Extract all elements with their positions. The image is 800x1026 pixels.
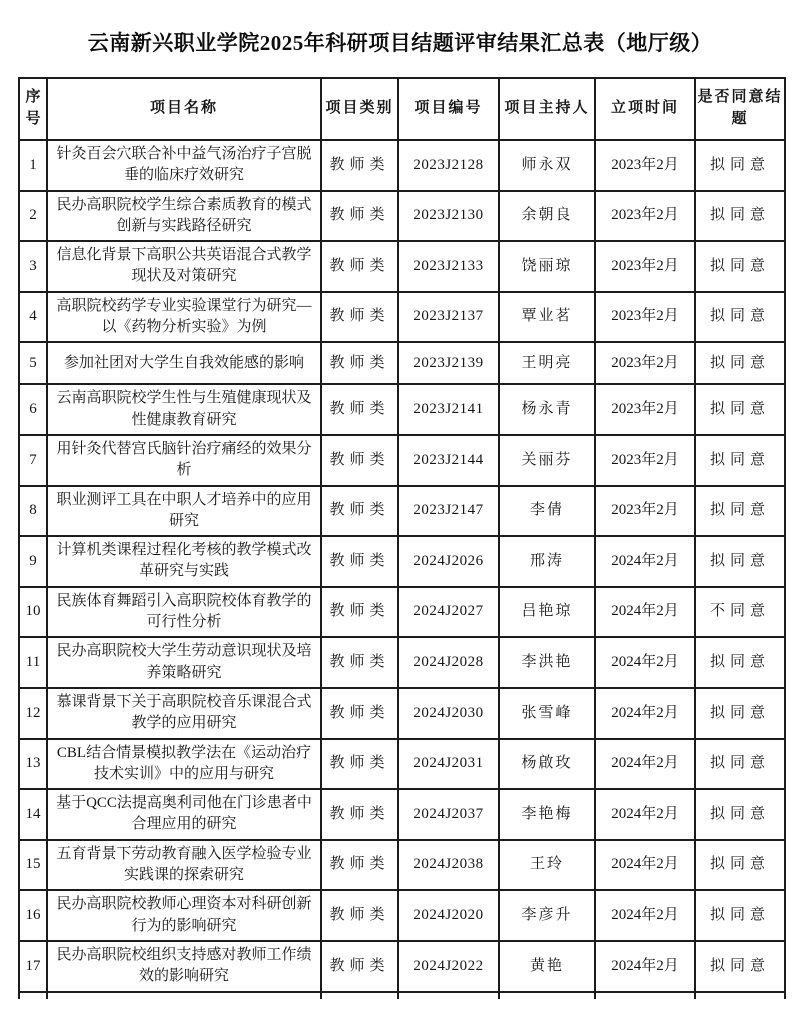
cell-approval-result: 拟同意 [695, 486, 785, 537]
cell-project-code: 2024J2037 [398, 789, 499, 840]
cell-project-leader: 李彦升 [499, 890, 595, 941]
cell-project-code: 2024J2031 [398, 739, 499, 790]
cell-index: 2 [19, 191, 47, 242]
cell-start-date: 2024年2月 [595, 536, 695, 587]
cell-index: 15 [19, 840, 47, 891]
cell-project-category: 教师类 [321, 587, 398, 638]
cell-project-leader: 邢涛 [499, 536, 595, 587]
table-row [19, 435, 785, 486]
table-continuation-stub [47, 992, 321, 999]
table-row [19, 941, 785, 992]
cell-project-category: 教师类 [321, 840, 398, 891]
header-project-category: 项目类别 [321, 78, 398, 140]
cell-index: 3 [19, 241, 47, 292]
cell-project-category: 教师类 [321, 140, 398, 191]
table-header [19, 78, 785, 140]
cell-project-name: 民办高职院校教师心理资本对科研创新行为的影响研究 [47, 890, 321, 941]
cell-project-name: CBL结合情景模拟教学法在《运动治疗技术实训》中的应用与研究 [47, 739, 321, 790]
cell-project-code: 2023J2147 [398, 486, 499, 537]
table-continuation-stub [321, 992, 398, 999]
cell-project-name: 信息化背景下高职公共英语混合式教学现状及对策研究 [47, 241, 321, 292]
cell-index: 4 [19, 292, 47, 343]
table-continuation-stub [695, 992, 785, 999]
table-row [19, 241, 785, 292]
cell-project-code: 2024J2027 [398, 587, 499, 638]
cell-project-name: 民办高职院校大学生劳动意识现状及培养策略研究 [47, 637, 321, 688]
table-row [19, 587, 785, 638]
cell-start-date: 2024年2月 [595, 637, 695, 688]
cell-project-leader: 饶丽琼 [499, 241, 595, 292]
cell-project-category: 教师类 [321, 384, 398, 435]
cell-project-category: 教师类 [321, 435, 398, 486]
cell-start-date: 2024年2月 [595, 941, 695, 992]
cell-project-leader: 黄艳 [499, 941, 595, 992]
cell-index: 16 [19, 890, 47, 941]
cell-project-code: 2023J2137 [398, 292, 499, 343]
table-row [19, 486, 785, 537]
table-row [19, 637, 785, 688]
table-continuation-stub [19, 992, 47, 999]
cell-start-date: 2024年2月 [595, 840, 695, 891]
cell-start-date: 2023年2月 [595, 384, 695, 435]
cell-approval-result: 拟同意 [695, 840, 785, 891]
cell-approval-result: 拟同意 [695, 536, 785, 587]
table-continuation-stubs [19, 992, 785, 999]
cell-project-name: 慕课背景下关于高职院校音乐课混合式教学的应用研究 [47, 688, 321, 739]
cell-project-leader: 张雪峰 [499, 688, 595, 739]
cell-project-name: 用针灸代替宫氏脑针治疗痛经的效果分析 [47, 435, 321, 486]
cell-index: 8 [19, 486, 47, 537]
cell-project-code: 2023J2128 [398, 140, 499, 191]
cell-project-name: 民办高职院校学生综合素质教育的模式创新与实践路径研究 [47, 191, 321, 242]
cell-start-date: 2023年2月 [595, 191, 695, 242]
table-row [19, 688, 785, 739]
cell-index: 10 [19, 587, 47, 638]
cell-project-name: 参加社团对大学生自我效能感的影响 [47, 342, 321, 384]
header-row [19, 78, 785, 140]
header-project-name: 项目名称 [47, 78, 321, 140]
cell-project-name: 针灸百会穴联合补中益气汤治疗子宫脱垂的临床疗效研究 [47, 140, 321, 191]
cell-start-date: 2024年2月 [595, 587, 695, 638]
cell-approval-result: 拟同意 [695, 789, 785, 840]
cell-project-leader: 覃业茗 [499, 292, 595, 343]
cell-project-name: 五育背景下劳动教育融入医学检验专业实践课的探索研究 [47, 840, 321, 891]
table-continuation-stub [398, 992, 499, 999]
cell-project-category: 教师类 [321, 890, 398, 941]
cell-project-code: 2023J2144 [398, 435, 499, 486]
cell-index: 7 [19, 435, 47, 486]
table-row [19, 292, 785, 343]
cell-project-code: 2024J2038 [398, 840, 499, 891]
table-row [19, 384, 785, 435]
table-row [19, 536, 785, 587]
cell-project-code: 2024J2020 [398, 890, 499, 941]
header-project-code: 项目编号 [398, 78, 499, 140]
cell-approval-result: 不同意 [695, 587, 785, 638]
cell-project-code: 2024J2026 [398, 536, 499, 587]
table-row [19, 789, 785, 840]
cell-project-code: 2023J2141 [398, 384, 499, 435]
table-row [19, 890, 785, 941]
cell-project-code: 2024J2030 [398, 688, 499, 739]
cell-start-date: 2024年2月 [595, 789, 695, 840]
cell-project-name: 职业测评工具在中职人才培养中的应用研究 [47, 486, 321, 537]
cell-index: 9 [19, 536, 47, 587]
cell-index: 12 [19, 688, 47, 739]
table-row [19, 840, 785, 891]
cell-project-leader: 杨啟玫 [499, 739, 595, 790]
cell-project-category: 教师类 [321, 739, 398, 790]
cell-approval-result: 拟同意 [695, 688, 785, 739]
cell-index: 6 [19, 384, 47, 435]
cell-project-leader: 余朝良 [499, 191, 595, 242]
cell-project-category: 教师类 [321, 789, 398, 840]
cell-project-leader: 李艳梅 [499, 789, 595, 840]
header-project-leader: 项目主持人 [499, 78, 595, 140]
cell-project-name: 云南高职院校学生性与生殖健康现状及性健康教育研究 [47, 384, 321, 435]
cell-project-name: 民族体育舞蹈引入高职院校体育教学的可行性分析 [47, 587, 321, 638]
cell-approval-result: 拟同意 [695, 140, 785, 191]
cell-project-category: 教师类 [321, 637, 398, 688]
cell-approval-result: 拟同意 [695, 384, 785, 435]
cell-start-date: 2023年2月 [595, 435, 695, 486]
cell-start-date: 2023年2月 [595, 292, 695, 343]
cell-project-code: 2024J2022 [398, 941, 499, 992]
cell-project-category: 教师类 [321, 688, 398, 739]
cell-project-code: 2023J2133 [398, 241, 499, 292]
cell-start-date: 2024年2月 [595, 688, 695, 739]
cell-project-name: 基于QCC法提高奥利司他在门诊患者中合理应用的研究 [47, 789, 321, 840]
cell-project-leader: 师永双 [499, 140, 595, 191]
cell-project-category: 教师类 [321, 241, 398, 292]
table-continuation-stub [595, 992, 695, 999]
cell-index: 13 [19, 739, 47, 790]
results-table [18, 77, 786, 999]
cell-project-leader: 杨永青 [499, 384, 595, 435]
cell-approval-result: 拟同意 [695, 739, 785, 790]
cell-project-category: 教师类 [321, 191, 398, 242]
cell-project-leader: 王玲 [499, 840, 595, 891]
cell-approval-result: 拟同意 [695, 435, 785, 486]
cell-approval-result: 拟同意 [695, 191, 785, 242]
cell-project-leader: 关丽芬 [499, 435, 595, 486]
cell-start-date: 2023年2月 [595, 140, 695, 191]
cell-project-category: 教师类 [321, 292, 398, 343]
cell-approval-result: 拟同意 [695, 941, 785, 992]
cell-index: 5 [19, 342, 47, 384]
table-row [19, 140, 785, 191]
cell-project-leader: 李倩 [499, 486, 595, 537]
page-title: 云南新兴职业学院2025年科研项目结题评审结果汇总表（地厅级） [87, 31, 713, 55]
cell-project-leader: 李洪艳 [499, 637, 595, 688]
cell-index: 14 [19, 789, 47, 840]
cell-project-category: 教师类 [321, 342, 398, 384]
cell-project-category: 教师类 [321, 486, 398, 537]
cell-approval-result: 拟同意 [695, 292, 785, 343]
header-index: 序号 [19, 78, 47, 140]
table-row [19, 739, 785, 790]
cell-start-date: 2024年2月 [595, 739, 695, 790]
header-start-date: 立项时间 [595, 78, 695, 140]
cell-index: 17 [19, 941, 47, 992]
cell-project-code: 2023J2130 [398, 191, 499, 242]
cell-project-name: 民办高职院校组织支持感对教师工作绩效的影响研究 [47, 941, 321, 992]
cell-project-leader: 王明亮 [499, 342, 595, 384]
cell-project-name: 计算机类课程过程化考核的教学模式改革研究与实践 [47, 536, 321, 587]
table-row [19, 191, 785, 242]
cell-project-leader: 吕艳琼 [499, 587, 595, 638]
cell-project-category: 教师类 [321, 536, 398, 587]
cell-start-date: 2023年2月 [595, 342, 695, 384]
cell-start-date: 2023年2月 [595, 241, 695, 292]
cell-approval-result: 拟同意 [695, 890, 785, 941]
table-continuation-stub [499, 992, 595, 999]
cell-approval-result: 拟同意 [695, 241, 785, 292]
cell-index: 11 [19, 637, 47, 688]
cell-index: 1 [19, 140, 47, 191]
header-approval-result: 是否同意结题 [695, 78, 785, 140]
cell-start-date: 2024年2月 [595, 890, 695, 941]
cell-approval-result: 拟同意 [695, 342, 785, 384]
table-row [19, 342, 785, 384]
cell-start-date: 2023年2月 [595, 486, 695, 537]
cell-project-category: 教师类 [321, 941, 398, 992]
cell-project-code: 2024J2028 [398, 637, 499, 688]
cell-project-name: 高职院校药学专业实验课堂行为研究—以《药物分析实验》为例 [47, 292, 321, 343]
table-body [19, 140, 785, 992]
table-foot [19, 992, 785, 999]
cell-approval-result: 拟同意 [695, 637, 785, 688]
cell-project-code: 2023J2139 [398, 342, 499, 384]
